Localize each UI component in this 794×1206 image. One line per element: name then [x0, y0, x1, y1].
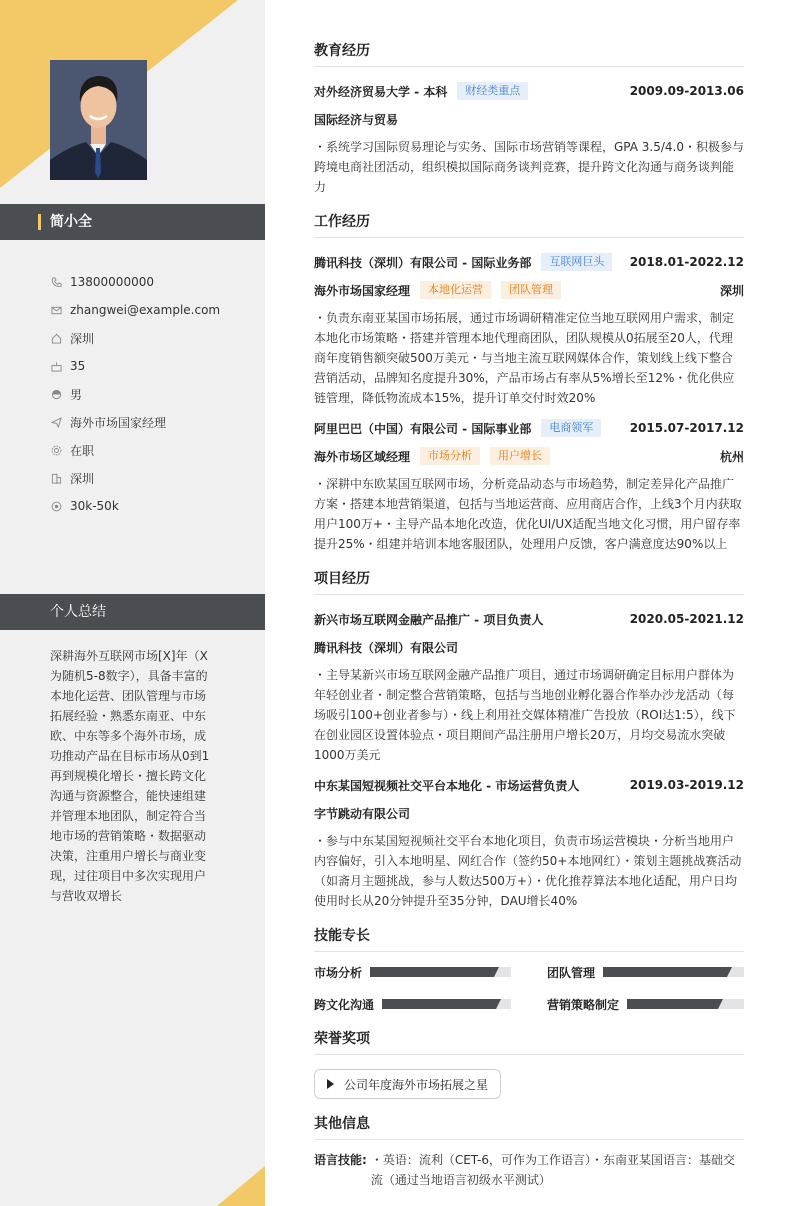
- other-section: [314, 1113, 744, 1190]
- info-value: 深圳: [70, 331, 95, 346]
- school-name: 对外经济贸易大学 - 本科: [314, 84, 448, 99]
- skill-bar: [627, 999, 744, 1009]
- section-title: 工作经历: [314, 211, 744, 238]
- info-target-job: [50, 408, 220, 436]
- skill-bar-fill: [603, 967, 727, 977]
- project-name: 中东某国短视频社交平台本地化 - 市场运营负责人: [314, 778, 580, 793]
- work-period: 2018.01-2022.12: [629, 255, 744, 269]
- skills-section: [314, 925, 744, 1014]
- info-gender: [50, 380, 220, 408]
- school-tag: 财经类重点: [457, 82, 528, 100]
- work-period: 2015.07-2017.12: [629, 421, 744, 435]
- info-city: [50, 464, 220, 492]
- education-section: [314, 40, 744, 197]
- project-org: 字节跳动有限公司: [314, 806, 411, 821]
- corner-decoration-bottom: [217, 1166, 265, 1206]
- work-item: [314, 248, 744, 408]
- info-salary: [50, 492, 220, 520]
- section-title: 技能专长: [314, 925, 744, 952]
- skill-bar-fill: [382, 999, 496, 1009]
- projects-section: [314, 568, 744, 911]
- target-job-icon: [50, 416, 62, 428]
- company-tag: 互联网巨头: [541, 253, 612, 271]
- project-item: [314, 605, 744, 765]
- info-email: [50, 296, 220, 324]
- skill-label: 市场分析: [314, 965, 363, 980]
- skill-label: 跨文化沟通: [314, 997, 375, 1012]
- phone-icon: [50, 276, 62, 288]
- gender-icon: [50, 388, 62, 400]
- honors-section: [314, 1028, 744, 1099]
- name-bar: [0, 204, 265, 240]
- skill-label: 团队管理: [547, 965, 596, 980]
- avatar: [50, 60, 147, 180]
- role-tag: 本地化运营: [420, 281, 491, 299]
- salary-icon: [50, 500, 62, 512]
- info-value: 35: [70, 359, 86, 373]
- city-icon: [50, 472, 62, 484]
- skill-item: [314, 962, 511, 982]
- work-desc: ・负责东南亚某国市场拓展，通过市场调研精准定位当地互联网用户需求，制定本地化市场策略・搭建并管理本地代理商团队，团队规模从0拓展至20人，代理商年度销售额突破500万美元・与当地主流互联网媒体合作，策划线上线下整合营销活动，品牌知名度提升30%，产品市场占有率从5%增长至12%・优化供应链管理，降低物流成本15%，提升订单交付时效20%: [314, 311, 735, 405]
- project-item: [314, 771, 744, 911]
- job-role: 海外市场国家经理: [314, 283, 411, 298]
- home-icon: [50, 332, 62, 344]
- work-city: 深圳: [719, 283, 744, 298]
- section-title: 其他信息: [314, 1113, 744, 1140]
- work-section: [314, 211, 744, 554]
- education-period: 2009.09-2013.06: [629, 84, 744, 98]
- project-period: 2020.05-2021.12: [629, 612, 744, 626]
- contact-info-list: [50, 268, 220, 520]
- candidate-name: 简小全: [50, 214, 92, 230]
- company-name: 阿里巴巴（中国）有限公司 - 国际事业部: [314, 421, 532, 436]
- play-icon: [327, 1079, 334, 1089]
- award-item: [314, 1069, 501, 1099]
- skill-label: 营销策略制定: [547, 997, 620, 1012]
- age-icon: [50, 360, 62, 372]
- mail-icon: [50, 304, 62, 316]
- info-value: 男: [70, 387, 83, 402]
- project-name: 新兴市场互联网金融产品推广 - 项目负责人: [314, 612, 544, 627]
- skill-bar: [382, 999, 511, 1009]
- info-value: zhangwei@example.com: [70, 303, 221, 317]
- skill-item: [314, 994, 511, 1014]
- summary-title: 个人总结: [50, 604, 106, 620]
- summary-text: 深耕海外互联网市场[X]年（X为随机5-8数字），具备丰富的本地化运营、团队管理与市场拓展经验・熟悉东南亚、中东欧、中东等多个海外市场，成功推动产品在目标市场从0到1再到规模化增长・擅长跨文化沟通与资源整合，能快速组建并管理本地团队，制定符合当地市场的营销策略・数据驱动决策，注重用户增长与商业变现，过往项目中多次实现用户与营收双增长: [50, 649, 210, 903]
- project-desc: ・主导某新兴市场互联网金融产品推广项目，通过市场调研确定目标用户群体为年轻创业者・制定整合营销策略，包括与当地创业孵化器合作举办沙龙活动（每场吸引100+创业者参与）・线上利用社交媒体精准广告投放（ROI达1:5），线下在创业园区设置体验点・项目期间产品注册用户增长20万，月均交易流水突破1000万美元: [314, 668, 736, 762]
- section-title: 项目经历: [314, 568, 744, 595]
- main-content: [314, 40, 744, 1204]
- role-tag: 市场分析: [420, 447, 480, 465]
- info-location: [50, 324, 220, 352]
- info-age: [50, 352, 220, 380]
- skill-item: [547, 962, 744, 982]
- section-title: 教育经历: [314, 40, 744, 67]
- role-tag: 用户增长: [490, 447, 550, 465]
- role-tag: 团队管理: [501, 281, 561, 299]
- skills-grid: [314, 962, 744, 1014]
- info-status: [50, 436, 220, 464]
- name-accent: [38, 214, 41, 230]
- language-value: ・英语：流利（CET-6，可作为工作语言）・东南亚某国语言：基础交流（通过当地语言初级水平测试）: [370, 1153, 735, 1187]
- sidebar: [0, 0, 265, 1206]
- status-icon: [50, 444, 62, 456]
- skill-item: [547, 994, 744, 1014]
- education-header: [314, 77, 744, 105]
- skill-bar: [370, 967, 511, 977]
- major: 国际经济与贸易: [314, 112, 399, 127]
- info-value: 海外市场国家经理: [70, 415, 167, 430]
- work-item: [314, 414, 744, 554]
- info-value: 在职: [70, 443, 95, 458]
- skill-bar: [603, 967, 744, 977]
- info-value: 13800000000: [70, 275, 154, 289]
- job-role: 海外市场区域经理: [314, 449, 411, 464]
- education-desc: ・系统学习国际贸易理论与实务、国际市场营销等课程，GPA 3.5/4.0・积极参与跨境电商社团活动，组织模拟国际商务谈判竞赛，提升跨文化沟通与商务谈判能力: [314, 140, 745, 194]
- company-name: 腾讯科技（深圳）有限公司 - 国际业务部: [314, 255, 532, 270]
- work-city: 杭州: [719, 449, 744, 464]
- info-phone: [50, 268, 220, 296]
- major-row: [314, 105, 744, 133]
- project-period: 2019.03-2019.12: [629, 778, 744, 792]
- work-desc: ・深耕中东欧某国互联网市场，分析竞品动态与市场趋势，制定差异化产品推广方案・搭建本地营销渠道，包括与当地运营商、应用商店合作，上线3个月内获取用户100万+・主导产品本地化改造，优化UI/UX适配当地文化习惯，用户留存率提升25%・组建并培训本地客服团队，处理用户反馈，客户满意度达90%以上: [314, 477, 742, 551]
- award-label: 公司年度海外市场拓展之星: [344, 1077, 489, 1092]
- language-label: 语言技能:: [314, 1153, 367, 1167]
- company-tag: 电商领军: [541, 419, 601, 437]
- summary-header: [0, 594, 265, 630]
- language-skills: [314, 1150, 744, 1190]
- skill-bar-fill: [370, 967, 494, 977]
- project-org: 腾讯科技（深圳）有限公司: [314, 640, 459, 655]
- skill-bar-fill: [627, 999, 718, 1009]
- project-desc: ・参与中东某国短视频社交平台本地化项目，负责市场运营模块・分析当地用户内容偏好，引入本地明星、网红合作（签约50+本地网红）・策划主题挑战赛活动（如斋月主题挑战，参与人数达500万+）・优化推荐算法本地化适配，用户日均使用时长从20分钟提升至35分钟，DAU增长40%: [314, 834, 742, 908]
- info-value: 深圳: [70, 471, 95, 486]
- section-title: 荣誉奖项: [314, 1028, 744, 1055]
- info-value: 30k-50k: [70, 499, 119, 513]
